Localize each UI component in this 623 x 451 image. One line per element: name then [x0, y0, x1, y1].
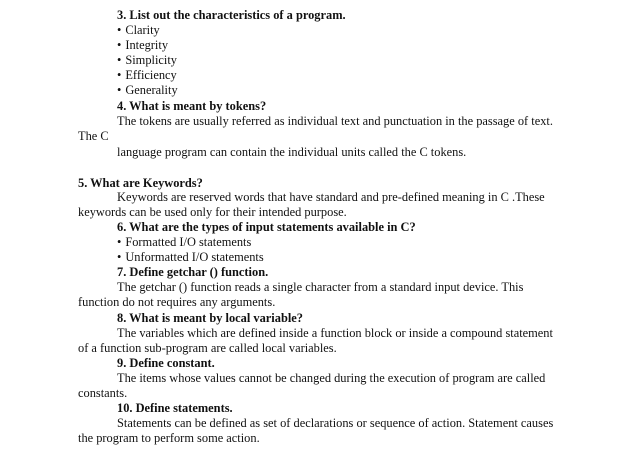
q3-item-efficiency: • Efficiency	[117, 68, 177, 83]
q5-text-line: keywords can be used only for their intended purpose.	[78, 205, 347, 219]
q10-text-line: Statements can be defined as set of declarations or sequence of action. Statement causes	[117, 416, 554, 430]
q7-text-line: The getchar () function reads a single character from a standard input device. This	[117, 280, 524, 294]
q8-text-line: of a function sub-program are called local variables.	[78, 341, 337, 355]
q4-text-line: language program can contain the individual units called the C tokens.	[117, 145, 467, 159]
q8-text-line: The variables which are defined inside a function block or inside a compound statement	[117, 326, 553, 340]
q5-text-line: Keywords are reserved words that have standard and pre-defined meaning in C .These	[117, 190, 545, 204]
q4-text-line: The tokens are usually referred as individual text and punctuation in the passage of text.	[117, 114, 553, 128]
q3-item-simplicity: • Simplicity	[117, 53, 177, 68]
q3-item-generality: • Generality	[117, 83, 178, 98]
q9-text-line: constants.	[78, 386, 128, 400]
q3-item-integrity: • Integrity	[117, 38, 168, 53]
q3-heading: 3. List out the characteristics of a program.	[117, 8, 346, 22]
q8-heading: 8. What is meant by local variable?	[117, 311, 303, 325]
q7-text-line: function do not requires any arguments.	[78, 295, 276, 309]
q5-heading: 5. What are Keywords?	[78, 176, 203, 190]
q3-item-clarity: • Clarity	[117, 23, 160, 38]
q7-heading: 7. Define getchar () function.	[117, 265, 269, 279]
q6-item-formatted: • Formatted I/O statements	[117, 235, 251, 250]
q6-heading: 6. What are the types of input statements available in C?	[117, 220, 416, 234]
q9-text-line: The items whose values cannot be changed during the execution of program are called	[117, 371, 546, 385]
q9-heading: 9. Define constant.	[117, 356, 215, 370]
q6-item-unformatted: • Unformatted I/O statements	[117, 250, 264, 265]
q4-text-line: The C	[78, 129, 109, 143]
q10-text-line: the program to perform some action.	[78, 431, 260, 445]
q4-heading: 4. What is meant by tokens?	[117, 99, 267, 113]
q10-heading: 10. Define statements.	[117, 401, 233, 415]
